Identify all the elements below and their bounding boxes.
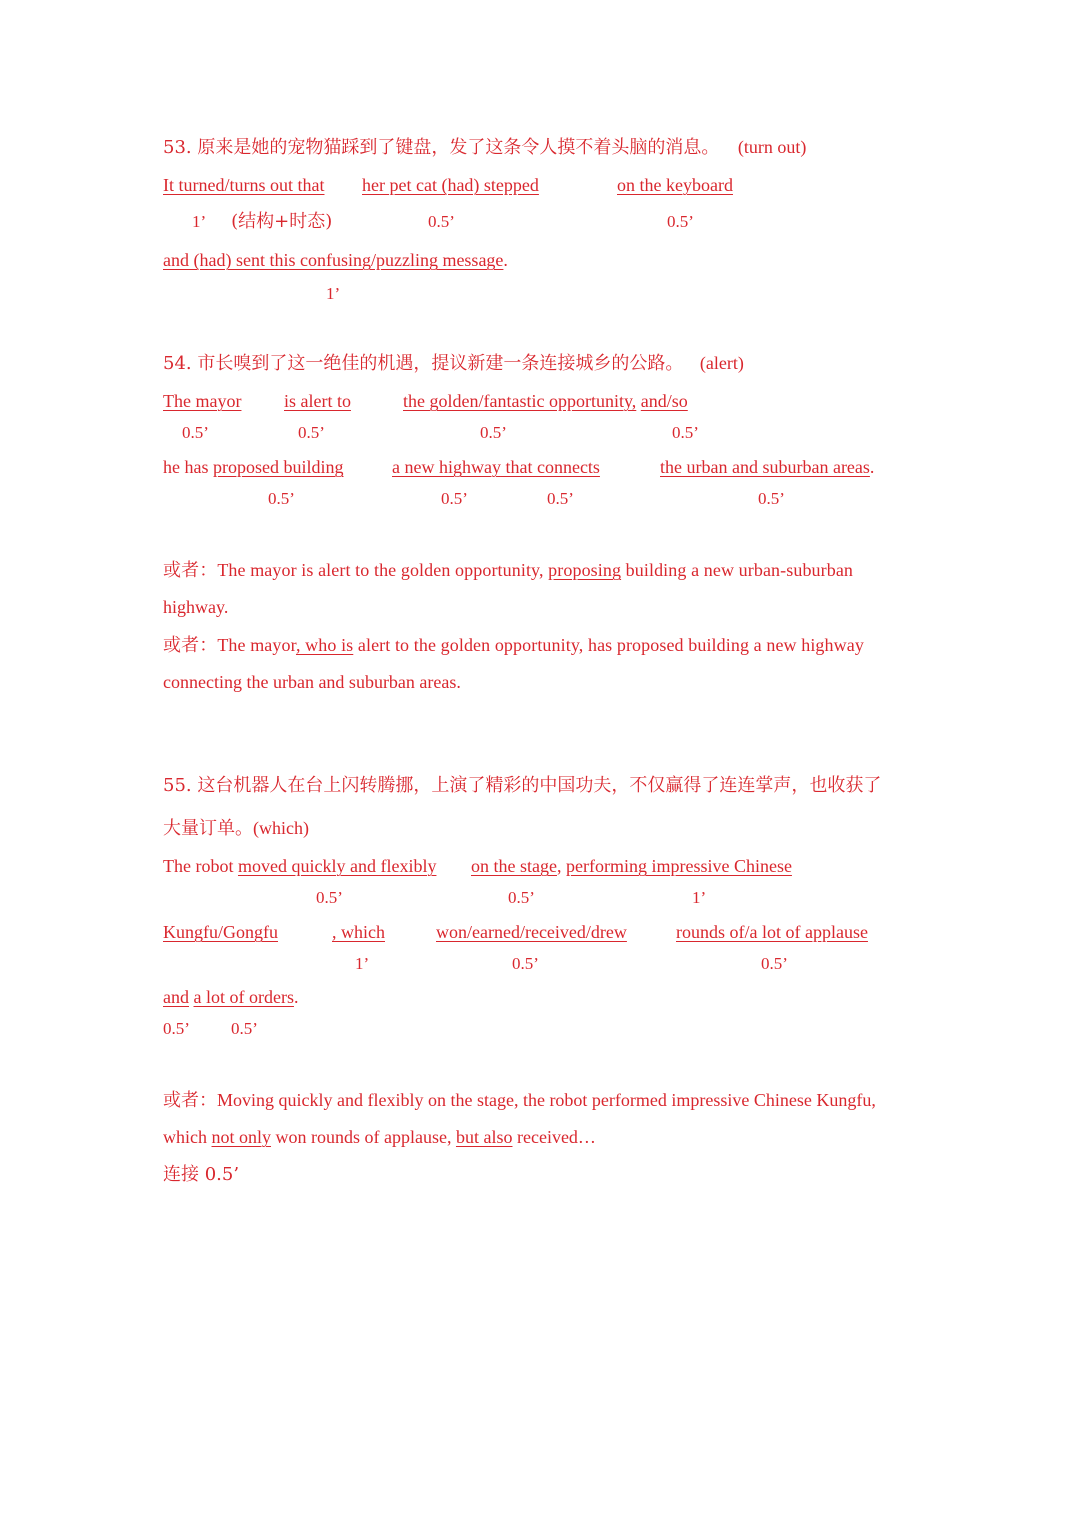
- q53-answer-part-2: her pet cat (had) stepped: [362, 175, 539, 195]
- q54-alt1-text-d: highway.: [163, 597, 229, 617]
- q54-alternative-1-line-1: [163, 558, 853, 583]
- q54-answer-part-4: and/so: [640, 391, 688, 411]
- q54-alt2-text-c: alert to the golden opportunity, has proposed building a new highway: [353, 635, 864, 655]
- q55-answer-part-8: [163, 985, 298, 1009]
- q54-answer-part-2: is alert to: [284, 391, 351, 411]
- q54-alt2-label: 或者：: [163, 635, 218, 656]
- q55-answer-part-5: , which: [332, 922, 385, 942]
- q54-alt2-text-d: connecting the urban and suburban areas.: [163, 672, 461, 692]
- q54-alt1-text-c: building a new urban-suburban: [621, 560, 854, 580]
- q55-score-3: 1’: [692, 888, 707, 907]
- q55-score-1: 0.5’: [316, 888, 343, 907]
- q53-score-4: 1’: [326, 284, 341, 303]
- q54-prompt: 54. 市长嗅到了这一绝佳的机遇，提议新建一条连接城乡的公路。: [163, 353, 684, 374]
- q55-alt-text-b2: not only: [211, 1127, 272, 1147]
- q54-alt1-text-b: proposing: [548, 560, 622, 580]
- q54-answer-part-1: The mayor: [163, 391, 242, 411]
- q54-score-3: 0.5’: [480, 423, 507, 442]
- q54-answer-part-5a: he has: [163, 457, 213, 477]
- q55-alternative-line-1: [163, 1088, 876, 1113]
- q53-score-1-note: (结构+时态): [231, 211, 333, 232]
- q55-hint: (which): [253, 818, 309, 838]
- q55-alt-text-b1: which: [163, 1127, 212, 1147]
- q54-answer-part-3: the golden/fantastic opportunity,: [403, 391, 637, 411]
- q55-link-score: 连接 0.5’: [163, 1164, 240, 1185]
- q54-alternative-2-line-1: [163, 633, 864, 658]
- q54-alt2-text-b: , who is: [295, 635, 354, 655]
- q54-alt2-text-a: The mayor: [217, 635, 296, 655]
- q54-answer-part-6b: that connects: [500, 457, 600, 477]
- q55-answer-end: .: [293, 987, 299, 1007]
- q54-score-1: 0.5’: [182, 423, 209, 442]
- q55-alternative-line-2: [163, 1125, 596, 1149]
- q54-score-5: 0.5’: [268, 489, 295, 508]
- q53-answer-part-4: and (had) sent this confusing/puzzling message: [163, 250, 504, 270]
- q54-answer-part-5b: proposed building: [212, 457, 344, 477]
- q55-answer-part-3b: performing impressive Chinese: [565, 856, 792, 876]
- q54-score-4: 0.5’: [672, 423, 699, 442]
- q53-score-1-value: 1’: [192, 212, 206, 231]
- q53-score-3: 0.5’: [667, 212, 694, 231]
- q53-answer-line-2: [163, 248, 508, 272]
- q55-answer-part-4: Kungfu/Gongfu: [163, 922, 278, 942]
- q55-answer-part-2: on the stage: [471, 856, 557, 876]
- q55-score-8: 0.5’: [231, 1019, 258, 1038]
- q53-score-2: 0.5’: [428, 212, 455, 231]
- q55-answer-part-2-line: [471, 854, 792, 878]
- q53-prompt: 53. 原来是她的宠物猫踩到了键盘，发了这条令人摸不着头脑的消息。: [163, 137, 720, 158]
- q55-alt-text-b3: won rounds of applause,: [271, 1127, 456, 1147]
- q55-score-7: 0.5’: [163, 1019, 190, 1038]
- q53-prompt-line: [163, 135, 806, 160]
- q54-answer-part-7: the urban and suburban areas: [660, 457, 870, 477]
- q53-score-1: [192, 210, 332, 234]
- q54-answer-part-6a: a new highway: [392, 457, 501, 477]
- q55-alt-text-b4: but also: [455, 1127, 513, 1147]
- q55-prompt: 55. 这台机器人在台上闪转腾挪，上演了精彩的中国功夫，不仅赢得了连连掌声，也收获了: [163, 775, 882, 796]
- q55-answer-part-1a: The robot: [163, 856, 238, 876]
- q54-hint: (alert): [699, 353, 744, 373]
- q54-alt1-text-a: The mayor is alert to the golden opportunity,: [217, 560, 549, 580]
- q54-score-7: 0.5’: [547, 489, 574, 508]
- q54-answer-part-3-line: [403, 389, 688, 413]
- q54-answer-part-5: [163, 455, 343, 479]
- q55-prompt-line-2: [163, 816, 309, 841]
- q55-alt-text-a: Moving quickly and flexibly on the stage, the robot performed impressive Chinese Kungfu,: [217, 1090, 876, 1110]
- q54-score-6: 0.5’: [441, 489, 468, 508]
- q55-answer-part-3a: ,: [556, 856, 566, 876]
- q54-score-8: 0.5’: [758, 489, 785, 508]
- q54-score-2: 0.5’: [298, 423, 325, 442]
- q54-answer-end: .: [869, 457, 875, 477]
- q54-prompt-line: [163, 351, 744, 376]
- q55-answer-part-8b: a lot of orders: [193, 987, 294, 1007]
- q53-answer-part-1: It turned/turns out that: [163, 175, 325, 195]
- q55-score-2: 0.5’: [508, 888, 535, 907]
- q55-answer-part-6: won/earned/received/drew: [436, 922, 627, 942]
- q54-alt1-label: 或者：: [163, 560, 218, 581]
- q53-answer-end: .: [503, 250, 508, 270]
- q55-score-5: 0.5’: [512, 954, 539, 973]
- q55-alt-label: 或者：: [163, 1090, 217, 1111]
- q53-answer-part-3: on the keyboard: [617, 175, 733, 195]
- q55-answer-part-8a: and: [163, 987, 189, 1007]
- q55-answer-part-1: [163, 854, 436, 878]
- q54-answer-part-7-line: [660, 455, 874, 479]
- q55-score-4: 1’: [355, 954, 370, 973]
- q55-answer-part-7: rounds of/a lot of applause: [676, 922, 868, 942]
- q55-answer-part-1b: moved quickly and flexibly: [237, 856, 437, 876]
- q53-hint: (turn out): [737, 137, 807, 157]
- q55-alt-text-b5: received…: [512, 1127, 596, 1147]
- q55-score-6: 0.5’: [761, 954, 788, 973]
- q55-prompt-2: 大量订单。: [163, 818, 253, 839]
- q54-answer-part-6: [392, 455, 600, 479]
